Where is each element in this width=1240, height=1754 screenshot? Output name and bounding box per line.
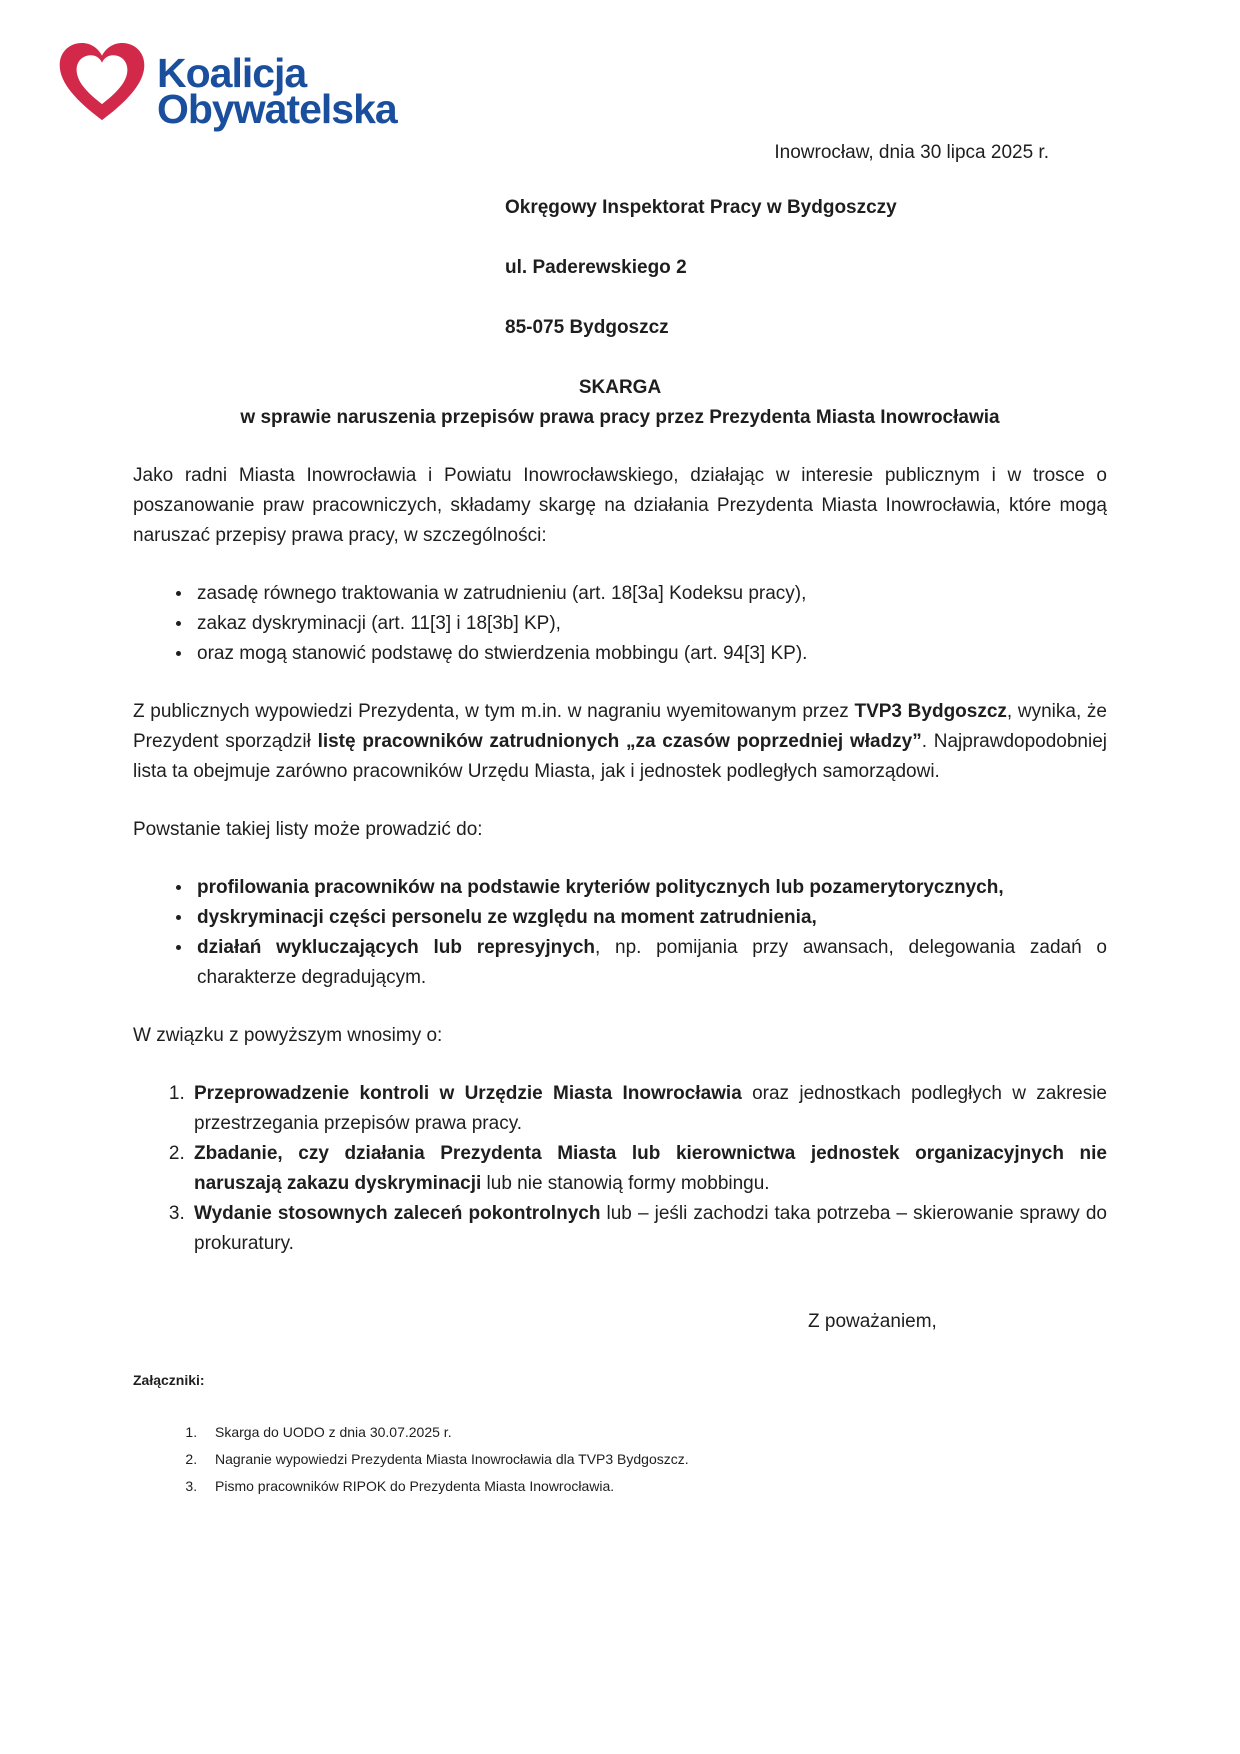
text-run-bold: listę pracowników zatrudnionych „za czasów poprzedniej władzy” xyxy=(317,731,922,752)
attachment-item: 1. Skarga do UODO z dnia 30.07.2025 r. xyxy=(201,1421,1107,1443)
text-run: lub nie stanowią formy mobbingu. xyxy=(481,1173,770,1194)
list-item xyxy=(193,609,1107,639)
list-item xyxy=(193,903,1107,933)
recipient-line: ul. Paderewskiego 2 xyxy=(505,257,687,278)
document-subtitle: w sprawie naruszenia przepisów prawa pracy przez Prezydenta Miasta Inowrocławia xyxy=(240,407,1000,428)
date-line: Inowrocław, dnia 30 lipca 2025 r. xyxy=(774,142,1049,163)
text-run-bold: profilowania pracowników na podstawie kryteriów politycznych lub pozamerytorycznych, xyxy=(197,877,1004,898)
heart-icon xyxy=(55,40,149,125)
body-paragraph xyxy=(133,815,1107,845)
ko-logo xyxy=(55,40,397,132)
recipient-line: 85-075 Bydgoszcz xyxy=(505,317,669,338)
attachment-item: 3. Pismo pracowników RIPOK do Prezydenta Miasta Inowrocławia. xyxy=(201,1475,1107,1497)
logo-line-1: Koalicja xyxy=(157,50,307,96)
text-run-bold: Przeprowadzenie kontroli w Urzędzie Miasta Inowrocławia xyxy=(194,1083,742,1104)
text-run: Powstanie takiej listy może prowadzić do: xyxy=(133,819,483,840)
bullet-list xyxy=(133,873,1107,993)
text-run: zakaz dyskryminacji (art. 11[3] i 18[3b] KP), xyxy=(197,613,561,634)
attachments-heading: Załączniki: xyxy=(133,1372,205,1388)
body-paragraph xyxy=(133,1021,1107,1051)
body-blocks xyxy=(133,461,1107,1259)
text-run: W związku z powyższym wnosimy o: xyxy=(133,1025,443,1046)
bullet-list xyxy=(133,579,1107,669)
list-item xyxy=(193,639,1107,669)
text-run: oraz mogą stanowić podstawę do stwierdzenia mobbingu (art. 94[3] KP). xyxy=(197,643,808,664)
document-title: SKARGA xyxy=(578,377,662,398)
attachment-item: 2. Nagranie wypowiedzi Prezydenta Miasta Inowrocławia dla TVP3 Bydgoszcz. xyxy=(201,1448,1107,1470)
recipient-block xyxy=(133,193,1107,343)
list-item xyxy=(190,1199,1107,1259)
recipient-line: Okręgowy Inspektorat Pracy w Bydgoszczy xyxy=(505,197,897,218)
text-run: . Najprawdopodobniej lista ta obejmuje zarówno pracowników Urzędu Miasta, jak i jednostek podległych samorządowi. xyxy=(133,731,1107,782)
list-item xyxy=(193,933,1107,993)
text-run-bold: TVP3 Bydgoszcz xyxy=(854,701,1007,722)
list-item xyxy=(193,873,1107,903)
text-run-bold: dyskryminacji części personelu ze względu na moment zatrudnienia, xyxy=(197,907,817,928)
body-paragraph xyxy=(133,697,1107,787)
closing-line: Z poważaniem, xyxy=(808,1311,937,1332)
logo-line-2: Obywatelska xyxy=(157,86,397,132)
title-block xyxy=(133,373,1107,433)
text-run: oraz jednostkach podległych w zakresie przestrzegania przepisów prawa pracy. xyxy=(194,1083,1108,1134)
numbered-list xyxy=(133,1079,1107,1259)
list-item xyxy=(190,1139,1107,1199)
text-run: , wynika, że Prezydent sporządził xyxy=(133,701,1107,752)
attachments-list xyxy=(133,1421,1107,1497)
text-run: lub – jeśli zachodzi taka potrzeba – skierowanie sprawy do prokuratury. xyxy=(194,1203,1107,1254)
text-run-bold: działań wykluczających lub represyjnych xyxy=(197,937,595,958)
document-content xyxy=(133,138,1107,1502)
text-run: Jako radni Miasta Inowrocławia i Powiatu Inowrocławskiego, działając w interesie publicznym i w trosce o poszanowanie praw pracowniczych, składamy skargę na działania Prezydenta Miasta Inowrocławia, które mogą naruszać przepisy prawa pracy, w szczególności: xyxy=(133,465,1107,546)
text-run: zasadę równego traktowania w zatrudnieniu (art. 18[3a] Kodeksu pracy), xyxy=(197,583,807,604)
body-paragraph xyxy=(133,461,1107,551)
text-run-bold: Zbadanie, czy działania Prezydenta Miasta lub kierownictwa jednostek organizacyjnych nie naruszają zakazu dyskryminacji xyxy=(194,1143,1107,1194)
text-run: , np. pomijania przy awansach, delegowania zadań o charakterze degradującym. xyxy=(197,937,1107,988)
text-run: Z publicznych wypowiedzi Prezydenta, w tym m.in. w nagraniu wyemitowanym przez xyxy=(133,701,855,722)
text-run-bold: Wydanie stosownych zaleceń pokontrolnych xyxy=(194,1203,601,1224)
logo-wordmark xyxy=(157,50,397,132)
list-item xyxy=(193,579,1107,609)
list-item xyxy=(190,1079,1107,1139)
